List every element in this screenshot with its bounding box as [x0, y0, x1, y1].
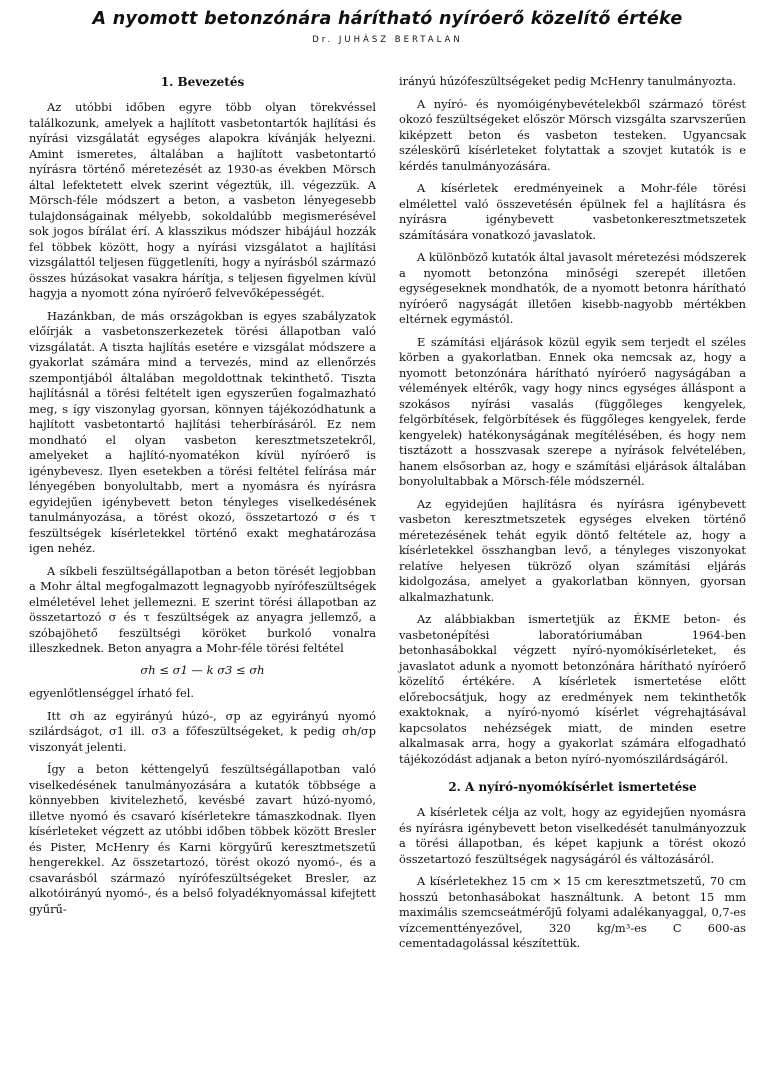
paragraph: Az alábbiakban ismertetjük az ÉKME beton- és vasbetonépítési laboratóriumában 1964-ben betonhasábokkal végzett nyíró-nyomókísérleteket, és javaslatot adunk a nyomott betonzónára hárítható nyíróerő közelítő értékére. A kísérletek ismertetése előtt előrebocsátjuk, hogy az eredmények nem tekinthetők exaktoknak, a nyíró-nyomó kísérlet végrehajtásával kapcsolatos nehézségek miatt, de minden esetre alkalmasak arra, hogy a gyakorlat számára elfogadható tájékozódást adjanak a beton nyíró-nyomószilárdságáról. — [399, 612, 746, 766]
paragraph: A különböző kutatók által javasolt méretezési módszerek a nyomott betonzóna minőségi szerepét illetően egységeseknek mondhatók, de a nyomott betonra hárítható nyíróerő nagyságát illetően kisebb-nagyobb mértékben eltérnek egymástól. — [399, 250, 746, 326]
paragraph: Az egyidejűen hajlításra és nyírásra igénybevett vasbeton keresztmetszetek egységes elveken történő méretezésének tehát egyik döntő feltétele az, hogy a kísérletekkel összhangban levő, a tényleges viszonyokat relatíve helyesen tükröző olyan számítási eljárás kidolgozása, amelyet a gyakorlatban könnyen, gyorsan alkalmazhatunk. — [399, 496, 746, 604]
paragraph: A síkbeli feszültségállapotban a beton törését legjobban a Mohr által megfogalmazott legnagyobb nyírófeszültségek elméletével lehet jellemezni. E szerint törési állapotban az összetartozó σ és τ feszültségek az anyagra jellemző, a szóbajöhető feszültségi köröket burkoló vonalra illeszkednek. Beton anyagra a Mohr-féle törési feltétel — [29, 563, 376, 655]
article-title: A nyomott betonzónára hárítható nyíróerő közelítő értéke — [92, 9, 683, 29]
section-heading: 1. Bevezetés — [160, 75, 245, 89]
paragraph: Így a beton kéttengelyű feszültségállapotban való viselkedésének tanulmányozására a kutatók többsége a könnyebben kivitelezhető, kevésbé zavart húzó-nyomó, illetve nyomó és csavaró kísérletekre támaszkodnak. Ilyen kísérleteket végzett az utóbbi időben többek között Bresler és Pister, McHenry és Karni körgyűrű keresztmetszetű hengerekkel. Az összetartozó, törést okozó nyomó-, és a csavarásból származó nyírófeszültségeket Bresler, az alkotóirányú nyomó-, és a belső folyadéknyomással kifejtett gyűrű- — [29, 762, 376, 916]
left-column — [29, 74, 376, 959]
paragraph: Itt σh az egyirányú húzó-, σp az egyirányú nyomó szilárdságot, σ1 ill. σ3 a főfeszültségeket, k pedig σh/σp viszonyát jelenti. — [29, 708, 376, 754]
paragraph: A nyíró- és nyomóigénybevételekből származó törést okozó feszültségeket először Mörsch vizsgálta szarvszerűen kiképzett beton és vasbeton testeken. Ugyancsak széleskörű kísérleteket folytattak a szovjet kutatók is e kérdés tanulmányozására. — [399, 96, 746, 173]
paragraph: irányú húzófeszültségeket pedig McHenry tanulmányozta. — [399, 74, 737, 88]
body-columns — [29, 74, 746, 959]
paragraph: A kísérletek célja az volt, hogy az egyidejűen nyomásra és nyírásra igénybevett beton viselkedését tanulmányozzuk a törési állapotban, és képet kapjunk a törést okozó összetartozó feszültségek nagyságáról és változásáról. — [399, 805, 746, 866]
author-line: Dr. JUHÁSZ BERTALAN — [312, 35, 463, 45]
section-heading: 2. A nyíró-nyomókísérlet ismertetése — [448, 780, 697, 794]
paragraph: A kísérletek eredményeinek a Mohr-féle törési elmélettel való összevetésén épülnek fel a hajlításra és nyírásra igénybevett vasbetonkeresztmetszetek számítására vonatkozó javaslatok. — [399, 181, 746, 242]
paragraph: egyenlőtlenséggel írható fel. — [29, 686, 195, 700]
right-column — [399, 74, 746, 959]
paragraph: E számítási eljárások közül egyik sem terjedt el széles körben a gyakorlatban. Ennek oka nemcsak az, hogy a nyomott betonzónára hárítható nyíróerő nagyságában a vélemények eltérők, vagy hogy nincs egységes álláspont a szokásos nyírási vasalás (függőleges kengyelek, felgörbítések, felgörbítések és függőleges kengyelek, ferde kengyelek) hatékonyságának megítélésében, és hogy nem tisztázott a hosszvasak szerepe a nyírások felvételében, hanem elsősorban az, hogy e számítási eljárások általában bonyolultabbak a Mörsch-féle módszernél. — [399, 334, 746, 488]
paragraph: Az utóbbi időben egyre több olyan törekvéssel találkozunk, amelyek a hajlított vasbetontartók hajlítási és nyírási vizsgálatát egységes alapokra kívánják helyezni. Amint ismeretes, általában a hajlított vasbetontartó nyírásra történő méretezését az 1930-as években Mörsch által lefektetett elvek szerint végeztük, ill. végezzük. A Mörsch-féle módszert a beton, a vasbeton lényegesebb tulajdonságainak mélyebb, sokoldalúbb megismerésével sok jogos bírálat érí. A klasszikus módszer hibájául hozzák fel többek között, hogy a nyírási vizsgálatot a hajlítási vizsgálattól teljesen függetleníti, hogy a nyírásból származó összes húzásokat vasakra hárítja, s teljesen figyelmen kívül hagyja a nyomott zóna nyíróerő felvevőképességét. — [29, 100, 376, 300]
formula: σh ≤ σ1 — k σ3 ≤ σh — [140, 662, 265, 677]
paragraph: Hazánkban, de más országokban is egyes szabályzatok előírják a vasbetonszerkezetek törési állapotban való vizsgálatát. A tiszta hajlítás esetére e vizsgálat módszere a gyakorlat számára mind a tervezés, mind az ellenőrzés szempontjából általában megoldottnak tekinthető. Tiszta hajlításnál a törési feltételt igen egyszerűen fogalmazható meg, s így viszonylag gyorsan, könnyen tájékozódhatunk a hajlított vasbetontartó hajlítási teherbírásáról. Ez nem mondható el olyan vasbeton keresztmetszetekről, amelyeket a hajlító-nyomatékon kívül nyíróerő is igénybevesz. Ilyen esetekben a törési feltétel felírása már lényegében bonyolultabb, mert a nyomásra és nyírásra egyidejűen igénybevett beton tényleges viselkedésének tanulmányozása, a törést okozó, összetartozó σ és τ feszültségek kísérletekkel történő exakt meghatározása igen nehéz. — [29, 308, 376, 555]
paragraph: A kísérletekhez 15 cm × 15 cm keresztmetszetű, 70 cm hosszú betonhasábokat használtunk. A betont 15 mm maximális szemcseátmérőjű folyami adalékanyaggal, 0,7-es vízcementtényezővel, 320 kg/m³-es C 600-as cementadagolással készítettük. — [399, 874, 746, 950]
